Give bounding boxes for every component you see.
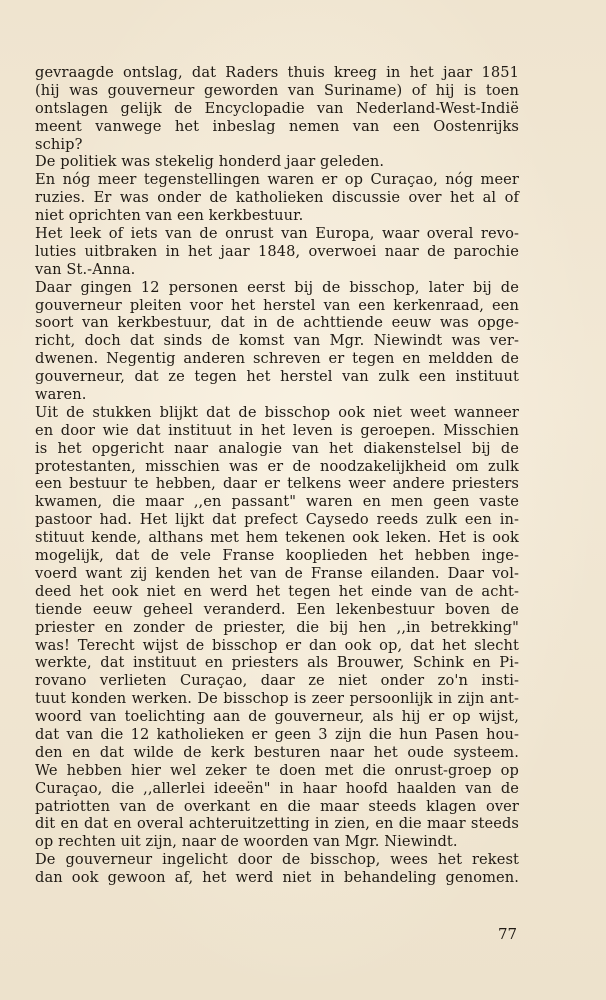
text-line: protestanten, misschien was er de noodzakelijkheid om zulk [35,457,519,475]
text-line: Uit de stukken blijkt dat de bisschop ook niet weet wanneer [35,403,519,421]
text-line: rovano verlieten Curaçao, daar ze niet onder zo'n insti- [35,672,519,690]
text-line: tiende eeuw geheel veranderd. Een lekenbestuur boven de [35,600,519,618]
text-line: gevraagde ontslag, dat Raders thuis kreeg in het jaar 1851 [35,64,519,81]
text-line: dan ook gewoon af, het werd niet in behandeling genomen. [35,869,519,887]
text-line: ontslagen gelijk de Encyclopadie van Nederland-West-Indië [35,99,519,117]
text-line: was! Terecht wijst de bisschop er dan ook op, dat het slecht [35,636,519,654]
text-line: De gouverneur ingelicht door de bisschop, wees het rekest [35,851,519,869]
text-line: luties uitbraken in het jaar 1848, overwoei naar de parochie [35,242,519,260]
text-line: voerd want zij kenden het van de Franse eilanden. Daar vol- [35,564,519,582]
text-line: werkte, dat instituut en priesters als Brouwer, Schink en Pi- [35,654,519,672]
text-line: (hij was gouverneur geworden van Suriname) of hij is toen [35,81,519,99]
text-line: meent vanwege het inbeslag nemen van een Oostenrijks [35,117,519,135]
text-line: Het leek of iets van de onrust van Europa, waar overal revo- [35,225,519,243]
text-line: stituut kende, althans met hem tekenen ook leken. Het is ook [35,529,519,547]
text-line: richt, doch dat sinds de komst van Mgr. Niewindt was ver- [35,332,519,350]
text-line: den en dat wilde de kerk besturen naar het oude systeem. [35,743,519,761]
text-line: van St.-Anna. [35,260,136,278]
text-line: en door wie dat instituut in het leven is geroepen. Misschien [35,421,519,439]
text-line: kwamen, die maar ,,en passant" waren en men geen vaste [35,493,519,511]
text-line: dit en dat en overal achteruitzetting in zien, en die maar steeds [35,815,519,833]
body-text [35,64,519,887]
text-line: gouverneur pleiten voor het herstel van een kerkenraad, een [35,296,519,314]
text-line: ruzies. Er was onder de katholieken discussie over het al of [35,189,519,207]
text-line: tuut konden werken. De bisschop is zeer persoonlijk in zijn ant- [35,690,519,708]
text-line: We hebben hier wel zeker te doen met die onrust-groep op [35,761,519,779]
text-line: een bestuur te hebben, daar er telkens weer andere priesters [35,475,519,493]
text-line: En nóg meer tegenstellingen waren er op Curaçao, nóg meer [35,171,519,189]
text-line: patriotten van de overkant en die maar steeds klagen over [35,797,519,815]
text-line: op rechten uit zijn, naar de woorden van Mgr. Niewindt. [35,833,458,851]
text-line: gouverneur, dat ze tegen het herstel van zulk een instituut [35,368,519,386]
text-line: Curaçao, die ,,allerlei ideeën" in haar hoofd haalden van de [35,779,519,797]
text-line: soort van kerkbestuur, dat in de achttiende eeuw was opge- [35,314,519,332]
text-line: deed het ook niet en werd het tegen het einde van de acht- [35,582,519,600]
text-line: dwenen. Negentig anderen schreven er tegen en meldden de [35,350,519,368]
text-line: De politiek was stekelig honderd jaar geleden. [35,153,385,171]
page-number: 77 [498,925,518,943]
text-line: schip? [35,135,83,153]
text-line: dat van die 12 katholieken er geen 3 zijn die hun Pasen hou- [35,725,519,743]
text-line: priester en zonder de priester, die bij hen ,,in betrekking" [35,618,519,636]
text-line: niet oprichten van een kerkbestuur. [35,207,304,225]
text-line: waren. [35,386,87,404]
text-line: woord van toelichting aan de gouverneur, als hij er op wijst, [35,708,519,726]
text-line: Daar gingen 12 personen eerst bij de bisschop, later bij de [35,278,519,296]
text-line: mogelijk, dat de vele Franse kooplieden het hebben inge- [35,547,519,565]
text-line: pastoor had. Het lijkt dat prefect Caysedo reeds zulk een in- [35,511,519,529]
text-line: is het opgericht naar analogie van het diakenstelsel bij de [35,439,519,457]
